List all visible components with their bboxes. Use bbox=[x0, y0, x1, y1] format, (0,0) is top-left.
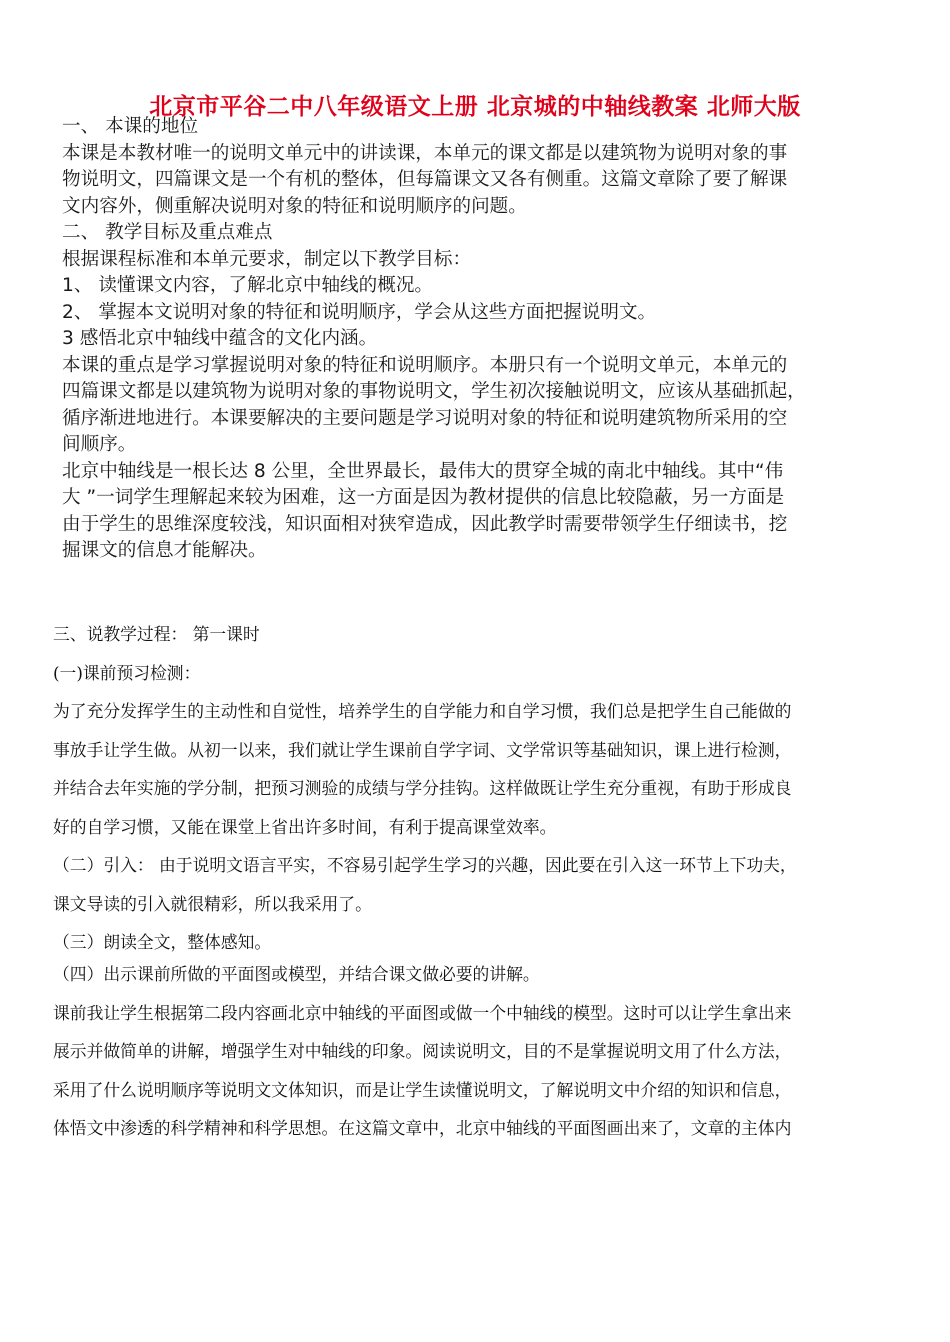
document-title: 北京市平谷二中八年级语文上册 北京城的中轴线教案 北师大版 bbox=[149, 94, 801, 120]
section-heading: 二、 教学目标及重点难点 bbox=[62, 222, 273, 243]
section-heading: 三、说教学过程： 第一课时 bbox=[53, 624, 260, 644]
list-item: 1、 读懂课文内容，了解北京中轴线的概况。 bbox=[62, 275, 434, 296]
subsection-heading: （三）朗读全文，整体感知。 bbox=[53, 932, 272, 952]
paragraph-line: 事放手让学生做。从初一以来，我们就让学生课前自学字词、文学常识等基础知识，课上进行检测， bbox=[53, 739, 792, 760]
paragraph-line: 本课是本教材唯一的说明文单元中的讲读课，本单元的课文都是以建筑物为说明对象的事 bbox=[62, 142, 788, 164]
scanned-section bbox=[62, 114, 892, 565]
paragraph-line: 好的自学习惯，又能在课堂上省出许多时间，有利于提高课堂效率。 bbox=[53, 816, 557, 837]
paragraph-line: 由于学生的思维深度较浅，知识面相对狭窄造成，因此教学时需要带领学生仔细读书，挖 bbox=[62, 513, 788, 535]
paragraph-line: 本课的重点是学习掌握说明对象的特征和说明顺序。本册只有一个说明文单元，本单元的 bbox=[62, 354, 788, 376]
paragraph-line: 间顺序。 bbox=[62, 434, 137, 455]
paragraph-line: 并结合去年实施的学分制，把预习测验的成绩与学分挂钩。这样做既让学生充分重视，有助于形成良 bbox=[53, 778, 792, 798]
subsection-heading: (一)课前预习检测： bbox=[53, 662, 201, 683]
section-heading: 一、 本课的地位 bbox=[62, 116, 199, 137]
paragraph-line: 循序渐进地进行。本课要解决的主要问题是学习说明对象的特征和说明建筑物所采用的空 bbox=[62, 407, 788, 429]
paragraph-line: 为了充分发挥学生的主动性和自觉性，培养学生的自学能力和自学习惯，我们总是把学生自己能做的 bbox=[53, 701, 792, 721]
body-section bbox=[53, 622, 903, 1155]
subsection-heading: （四）出示课前所做的平面图或模型，并结合课文做必要的讲解。 bbox=[53, 964, 540, 984]
paragraph-line: 体悟文中渗透的科学精神和科学思想。在这篇文章中，北京中轴线的平面图画出来了，文章的主体内 bbox=[53, 1118, 792, 1138]
list-item: 2、 掌握本文说明对象的特征和说明顺序，学会从这些方面把握说明文。 bbox=[62, 301, 657, 323]
subsection-heading: （二）引入： 由于说明文语言平实，不容易引起学生学习的兴趣，因此要在引入这一环节上下功夫， bbox=[53, 855, 797, 875]
paragraph-line: 文内容外，侧重解决说明对象的特征和说明顺序的问题。 bbox=[62, 195, 527, 217]
paragraph-line: 采用了什么说明顺序等说明文文体知识，而是让学生读懂说明文，了解说明文中介绍的知识和信息， bbox=[53, 1079, 792, 1100]
paragraph-line: 课文导读的引入就很精彩，所以我采用了。 bbox=[53, 893, 372, 914]
paragraph-line: 大 ”一词学生理解起来较为困难，这一方面是因为教材提供的信息比较隐蔽，另一方面是 bbox=[62, 487, 785, 508]
paragraph-line: 展示并做简单的讲解，增强学生对中轴线的印象。阅读说明文，目的不是掌握说明文用了什么方法， bbox=[53, 1041, 792, 1061]
paragraph-line: 北京中轴线是一根长达 8 公里，全世界最长，最伟大的贯穿全城的南北中轴线。其中“伟 bbox=[62, 460, 784, 482]
paragraph-line: 四篇课文都是以建筑物为说明对象的事物说明文，学生初次接触说明文，应该从基础抓起， bbox=[62, 381, 806, 402]
paragraph-line: 课前我让学生根据第二段内容画北京中轴线的平面图或做一个中轴线的模型。这时可以让学生拿出来 bbox=[53, 1002, 792, 1023]
paragraph-line: 根据课程标准和本单元要求，制定以下教学目标： bbox=[62, 248, 472, 270]
paragraph-line: 物说明文，四篇课文是一个有机的整体，但每篇课文又各有侧重。这篇文章除了要了解课 bbox=[62, 169, 788, 190]
paragraph-line: 掘课文的信息才能解决。 bbox=[62, 540, 267, 561]
list-item: 3 感悟北京中轴线中蕴含的文化内涵。 bbox=[62, 328, 378, 349]
